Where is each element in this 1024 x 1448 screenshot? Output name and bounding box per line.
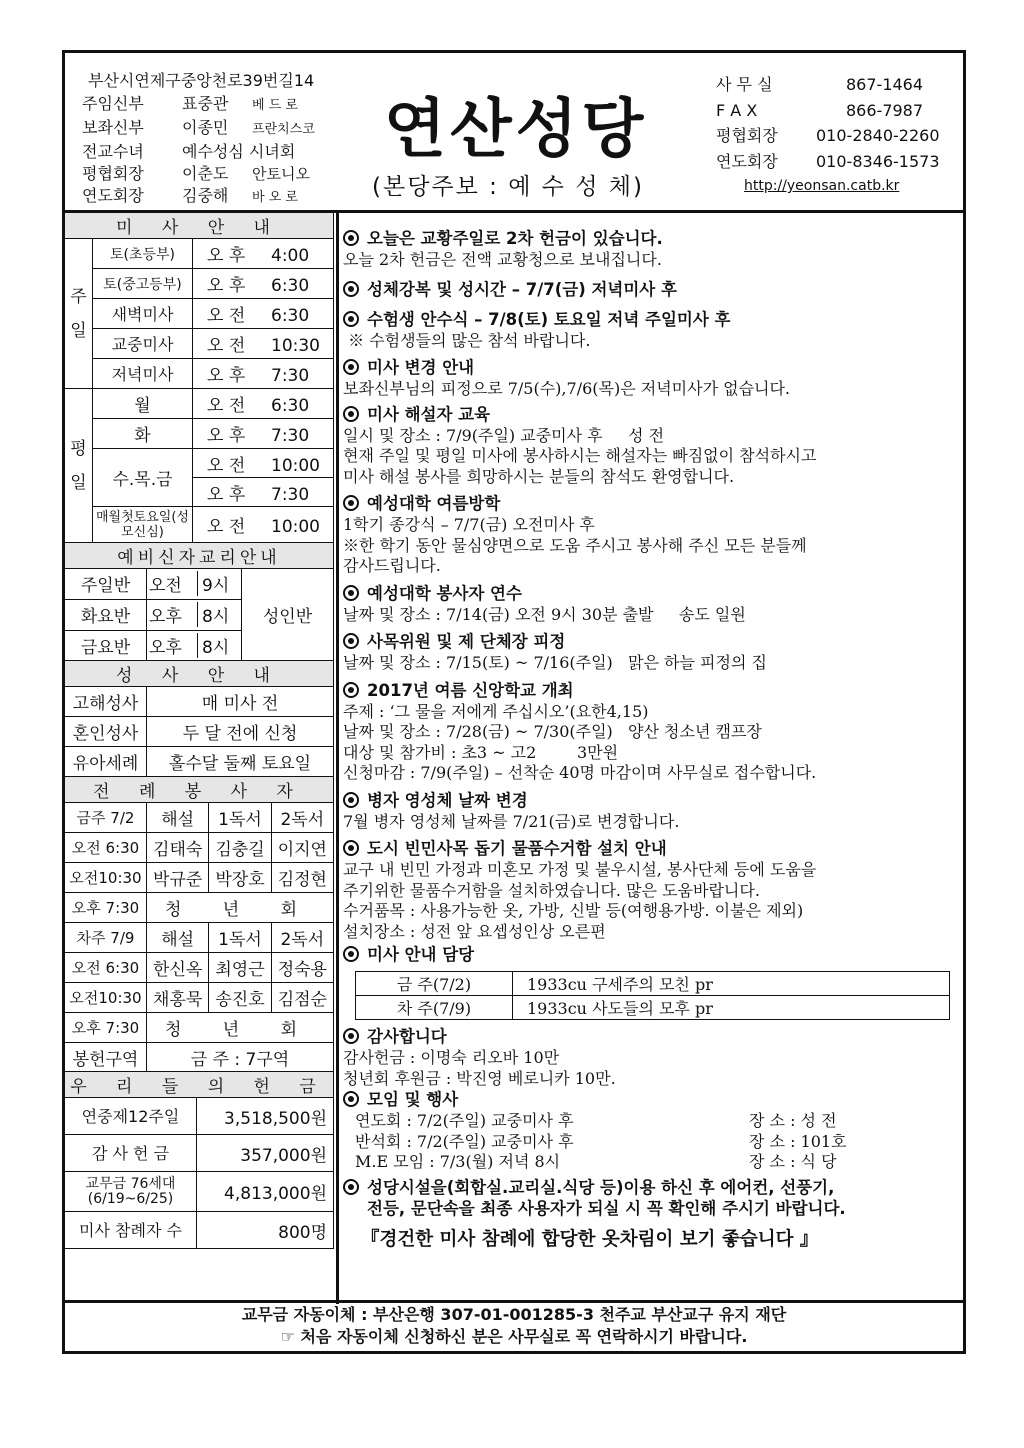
footer-divider bbox=[62, 1300, 966, 1303]
column-divider bbox=[336, 212, 339, 1304]
collection-value: 357,000원 bbox=[197, 1135, 334, 1172]
event-what: 연도회 : 7/2(주일) 교중미사 후 bbox=[355, 1111, 574, 1130]
mass-guide-header: 미 사 안 내 bbox=[65, 213, 334, 239]
mass-hour: 10:00 bbox=[271, 455, 320, 476]
mass-row bbox=[65, 359, 334, 389]
mass-time bbox=[193, 239, 334, 269]
catechism-day: 금요반 bbox=[65, 630, 147, 661]
mass-hour: 4:00 bbox=[271, 246, 310, 266]
left-column bbox=[64, 212, 334, 1249]
notice-title-row bbox=[343, 838, 960, 860]
notice-title-row bbox=[343, 357, 960, 379]
mass-hour: 10:30 bbox=[271, 336, 320, 356]
contact-list bbox=[716, 72, 956, 174]
staff-row bbox=[82, 141, 315, 163]
event-what: 반석회 : 7/2(주일) 교중미사 후 bbox=[355, 1131, 574, 1151]
catechism-hour: 8시 bbox=[202, 638, 230, 658]
catechism-day: 주일반 bbox=[65, 568, 147, 599]
sacrament-value: 매 미사 전 bbox=[147, 687, 334, 717]
staff-row bbox=[82, 93, 315, 117]
bullet-icon bbox=[343, 633, 359, 649]
staff-role: 평협회장 bbox=[82, 164, 144, 183]
notice-title: 예성대학 봉사자 연수 bbox=[367, 583, 522, 603]
mass-guide-table bbox=[355, 971, 950, 1020]
server-row bbox=[65, 892, 334, 922]
offering-area-value: 금 주 : 7구역 bbox=[147, 1042, 334, 1072]
notice-section bbox=[343, 838, 960, 942]
server-cell: 1독서 bbox=[209, 802, 271, 832]
server-cell: 오후 7:30 bbox=[65, 1012, 147, 1042]
mass-ampm: 오 전 bbox=[207, 306, 246, 326]
server-row bbox=[65, 922, 334, 952]
staff-name: 김중해 bbox=[182, 186, 229, 205]
contact-value: 010-2840-2260 bbox=[816, 126, 940, 145]
contact-row bbox=[716, 72, 956, 98]
weekday-label: 평일 bbox=[65, 389, 93, 543]
bullet-icon bbox=[343, 682, 359, 698]
collection-value: 4,813,000원 bbox=[197, 1172, 334, 1212]
mass-name: 토(초등부) bbox=[93, 239, 193, 269]
staff-role: 주임신부 bbox=[82, 94, 144, 113]
staff-role: 보좌신부 bbox=[82, 118, 144, 137]
notice-section bbox=[343, 790, 960, 833]
notice-section bbox=[343, 631, 960, 674]
mass-name: 토(중고등부) bbox=[93, 269, 193, 299]
mass-hour: 7:30 bbox=[271, 426, 310, 446]
bullet-icon bbox=[343, 840, 359, 856]
collection-row bbox=[65, 1212, 334, 1249]
mass-row bbox=[65, 389, 334, 419]
mass-name: 수.목.금 bbox=[93, 449, 193, 507]
notice-body: 1학기 종강식 – 7/7(금) 오전미사 후 ※한 학기 동안 물심양면으로 도움 주시고 봉사해 주신 모든 분들께 감사드립니다. bbox=[343, 515, 807, 575]
server-row bbox=[65, 1012, 334, 1042]
staff-baptism-name: 베 드 로 bbox=[252, 98, 298, 113]
right-column bbox=[343, 228, 960, 1251]
contact-value: 010-8346-1573 bbox=[816, 151, 940, 171]
mass-row bbox=[65, 507, 334, 543]
bullet-icon bbox=[343, 359, 359, 375]
collection-row bbox=[65, 1135, 334, 1172]
events-section bbox=[343, 1089, 960, 1173]
notice-body: 일시 및 장소 : 7/9(주일) 교중미사 후 성 전 현재 주일 및 평일 미사에 봉사하시는 해설자는 빠짐없이 참석하시고 미사 해설 봉사를 희망하시는 분들의 참석도 환영합니다. bbox=[343, 425, 817, 486]
staff-row bbox=[82, 117, 315, 141]
notice-title-row bbox=[343, 279, 960, 301]
mass-hour: 6:30 bbox=[271, 396, 310, 416]
server-cell: 이지연 bbox=[271, 832, 333, 862]
sacrament-value: 홀수달 둘째 토요일 bbox=[147, 747, 334, 777]
events-title: 모임 및 행사 bbox=[367, 1090, 459, 1109]
mass-ampm: 오 후 bbox=[207, 366, 246, 386]
staff-name: 예수성심 시녀회 bbox=[182, 142, 296, 161]
mass-time bbox=[193, 269, 334, 299]
sacrament-name: 유아세례 bbox=[65, 747, 147, 777]
server-cell: 오전10:30 bbox=[65, 862, 147, 892]
notice-body: 7월 병자 영성체 날짜를 7/21(금)로 변경합니다. bbox=[343, 811, 680, 831]
mass-hour: 6:30 bbox=[271, 276, 310, 296]
catechism-table bbox=[64, 542, 334, 662]
catechism-ampm: 오후 bbox=[149, 633, 198, 658]
mass-time bbox=[193, 478, 334, 507]
mass-ampm: 오 후 bbox=[207, 246, 246, 266]
catechism-time bbox=[147, 599, 242, 630]
mass-row bbox=[65, 299, 334, 329]
bullet-icon bbox=[343, 1179, 359, 1195]
bullet-icon bbox=[343, 495, 359, 511]
notice-section bbox=[343, 680, 960, 784]
server-row bbox=[65, 982, 334, 1012]
mass-guide-week: 차 주(7/9) bbox=[356, 996, 513, 1020]
collection-label: 미사 참례자 수 bbox=[65, 1212, 197, 1249]
mass-row bbox=[65, 329, 334, 359]
server-cell: 김정현 bbox=[271, 862, 333, 892]
server-cell: 최영근 bbox=[209, 952, 271, 982]
staff-baptism-name: 바 오 로 bbox=[252, 190, 298, 205]
sacrament-row bbox=[65, 717, 334, 747]
mass-time bbox=[193, 329, 334, 359]
server-cell: 청 년 회 bbox=[147, 1012, 334, 1042]
notice-section bbox=[343, 404, 960, 488]
event-row bbox=[343, 1152, 960, 1173]
sacrament-table bbox=[64, 660, 334, 777]
mass-row bbox=[65, 449, 334, 478]
collection-label: 감 사 헌 금 bbox=[65, 1135, 197, 1172]
page-subtitle: (본당주보 : 예 수 성 체) bbox=[372, 174, 644, 200]
bullet-icon bbox=[343, 230, 359, 246]
collection-row bbox=[65, 1098, 334, 1135]
server-cell: 청 년 회 bbox=[147, 892, 334, 922]
sunday-label: 주일 bbox=[65, 239, 93, 389]
server-cell: 정숙용 bbox=[271, 952, 333, 982]
server-cell: 김태숙 bbox=[147, 832, 209, 862]
notice-title-row bbox=[343, 493, 960, 515]
catechism-header: 예비신자교리안내 bbox=[65, 542, 334, 568]
mass-hour: 10:00 bbox=[271, 517, 320, 537]
contact-row bbox=[716, 98, 956, 124]
contact-label: F A X bbox=[716, 100, 758, 120]
notice-section bbox=[343, 357, 960, 400]
collection-value: 3,518,500원 bbox=[197, 1098, 334, 1135]
server-cell: 송진호 bbox=[209, 982, 271, 1012]
server-cell: 금주 7/2 bbox=[65, 802, 147, 832]
notice-body: ※ 수험생들의 많은 참석 바랍니다. bbox=[343, 330, 591, 350]
event-where: 장 소 : 성 전 bbox=[749, 1111, 837, 1130]
mass-time bbox=[193, 299, 334, 329]
server-cell: 김점순 bbox=[271, 982, 333, 1012]
bullet-icon bbox=[343, 1091, 359, 1107]
contact-row bbox=[716, 123, 956, 149]
mass-name: 매월첫토요일(성모신심) bbox=[93, 507, 193, 543]
bullet-icon bbox=[343, 1028, 359, 1044]
mass-guide-section bbox=[343, 944, 960, 1020]
server-cell: 박장호 bbox=[209, 862, 271, 892]
notice-title: 예성대학 여름방학 bbox=[367, 494, 501, 513]
collection-label: 교무금 76세대 (6/19~6/25) bbox=[65, 1172, 197, 1212]
server-row bbox=[65, 862, 334, 892]
server-cell: 2독서 bbox=[271, 922, 333, 952]
bullet-icon bbox=[343, 585, 359, 601]
notice-title: 미사 해설자 교육 bbox=[367, 404, 491, 424]
staff-row bbox=[82, 185, 315, 209]
footer bbox=[64, 1304, 964, 1348]
notice-title: 도시 빈민사목 돕기 물품수거함 설치 안내 bbox=[367, 839, 667, 858]
collection-header: 우 리 들 의 헌 금 bbox=[65, 1072, 334, 1098]
mass-ampm: 오 전 bbox=[207, 396, 246, 416]
contact-label: 평협회장 bbox=[716, 126, 778, 145]
staff-row bbox=[82, 163, 315, 185]
event-where: 장 소 : 101호 bbox=[749, 1131, 847, 1151]
mass-name: 저녁미사 bbox=[93, 359, 193, 389]
notice-title: 2017년 여름 신앙학교 개최 bbox=[367, 680, 574, 700]
thanks-section bbox=[343, 1026, 960, 1089]
mass-ampm: 오 후 bbox=[207, 276, 246, 296]
staff-role: 전교수녀 bbox=[82, 142, 144, 161]
notice-body: 주제 : ‘그 물을 저에게 주십시오’(요한4,15) 날짜 및 장소 : 7/28(금) ~ 7/30(주일) 양산 청소년 캠프장 대상 및 참가비 : 초3 ~ 고2 3만원 신청마감 : 7/9(주일) – 선착순 40명 마감이며 사무실로 접수합니다. bbox=[343, 701, 817, 782]
notice-title-row bbox=[343, 404, 960, 426]
mass-hour: 7:30 bbox=[271, 366, 310, 386]
server-cell: 2독서 bbox=[271, 802, 333, 832]
notice-body: 날짜 및 장소 : 7/14(금) 오전 9시 30분 출발 송도 일원 bbox=[343, 604, 746, 624]
bullet-icon bbox=[343, 311, 359, 327]
event-where: 장 소 : 식 당 bbox=[749, 1152, 837, 1171]
server-cell: 해설 bbox=[147, 802, 209, 832]
sacrament-row bbox=[65, 747, 334, 777]
notice-title-row bbox=[343, 631, 960, 653]
server-cell: 오전10:30 bbox=[65, 982, 147, 1012]
servers-header: 전 례 봉 사 자 bbox=[65, 776, 334, 802]
contact-value: 866-7987 bbox=[846, 100, 924, 120]
staff-baptism-name: 프란치스코 bbox=[252, 122, 315, 137]
mass-name: 월 bbox=[93, 389, 193, 419]
collection-value: 800명 bbox=[197, 1212, 334, 1249]
dress-slogan: 『경건한 미사 참례에 합당한 옷차림이 보기 좋습니다 』 bbox=[361, 1228, 819, 1250]
staff-baptism-name: 안토니오 bbox=[252, 165, 310, 183]
notice-title-row bbox=[343, 790, 960, 812]
server-row bbox=[65, 802, 334, 832]
catechism-hour: 9시 bbox=[202, 576, 230, 596]
server-cell: 한신옥 bbox=[147, 952, 209, 982]
mass-time bbox=[193, 419, 334, 449]
mass-row bbox=[65, 269, 334, 299]
mass-guide-title: 미사 안내 담당 bbox=[367, 945, 475, 964]
notice-section bbox=[343, 493, 960, 577]
notice-section bbox=[343, 309, 960, 352]
notice-title: 성체강복 및 성시간 – 7/7(금) 저녁미사 후 bbox=[367, 279, 677, 299]
collection-table bbox=[64, 1071, 334, 1249]
notice-title: 수험생 안수식 – 7/8(토) 토요일 저녁 주일미사 후 bbox=[367, 309, 731, 329]
server-cell: 1독서 bbox=[209, 922, 271, 952]
notice-title: 병자 영성체 날짜 변경 bbox=[367, 790, 528, 810]
server-cell: 채홍묵 bbox=[147, 982, 209, 1012]
offering-area-label: 봉헌구역 bbox=[65, 1042, 147, 1072]
server-cell: 김충길 bbox=[209, 832, 271, 862]
address: 부산시연제구중앙천로39번길14 bbox=[88, 71, 315, 90]
mass-ampm: 오 후 bbox=[207, 484, 246, 505]
auto-transfer-info: 교무금 자동이체 : 부산은행 307-01-001285-3 천주교 부산교구 유지 재단 bbox=[241, 1305, 787, 1324]
contact-label: 연도회장 bbox=[716, 151, 778, 171]
notice-section bbox=[343, 583, 960, 626]
notice-body: 날짜 및 장소 : 7/15(토) ~ 7/16(주일) 맑은 하늘 피정의 집 bbox=[343, 653, 767, 672]
notice-title-row bbox=[343, 583, 960, 605]
server-cell: 해설 bbox=[147, 922, 209, 952]
sacrament-name: 고해성사 bbox=[65, 687, 147, 717]
server-row bbox=[65, 832, 334, 862]
thanks-title: 감사합니다 bbox=[367, 1027, 447, 1046]
website-link[interactable]: http://yeonsan.catb.kr bbox=[744, 178, 900, 194]
catechism-row bbox=[65, 568, 334, 599]
catechism-group: 성인반 bbox=[242, 568, 334, 661]
mass-time bbox=[193, 507, 334, 543]
event-row bbox=[343, 1111, 960, 1132]
mass-table bbox=[64, 212, 334, 543]
mass-hour: 7:30 bbox=[271, 484, 310, 505]
notice-title-row bbox=[343, 309, 960, 331]
sacrament-header: 성 사 안 내 bbox=[65, 661, 334, 687]
notice-body: 교구 내 빈민 가정과 미혼모 가정 및 불우시설, 봉사단체 등에 도움을 주기위한 물품수거함을 설치하였습니다. 많은 도움바랍니다. 수거품목 : 사용가능한 옷, 가방, 신발 등(여행용가방. 이불은 제외) 설치장소 : 성전 앞 요셉성인상 오른편 bbox=[343, 860, 817, 941]
mass-row bbox=[65, 419, 334, 449]
mass-ampm: 오 전 bbox=[207, 455, 246, 476]
staff-name: 표중관 bbox=[182, 94, 229, 113]
event-row bbox=[343, 1132, 960, 1153]
server-cell: 오전 6:30 bbox=[65, 952, 147, 982]
collection-label: 연중제12주일 bbox=[65, 1098, 197, 1135]
page-title: 연산성당 bbox=[384, 93, 648, 167]
staff-name: 이종민 bbox=[182, 118, 229, 137]
contact-label: 사 무 실 bbox=[716, 75, 773, 94]
bullet-icon bbox=[343, 946, 359, 962]
catechism-ampm: 오전 bbox=[149, 571, 198, 596]
mass-row bbox=[65, 239, 334, 269]
notice-title: 미사 변경 안내 bbox=[367, 358, 475, 377]
thanks-body: 감사헌금 : 이명숙 리오바 10만 청년회 후원금 : 박진영 베로니카 10만. bbox=[343, 1048, 616, 1088]
server-cell: 오후 7:30 bbox=[65, 892, 147, 922]
bullet-icon bbox=[343, 281, 359, 297]
event-what: M.E 모임 : 7/3(월) 저녁 8시 bbox=[355, 1152, 561, 1171]
notice-title: 오늘은 교황주일로 2차 헌금이 있습니다. bbox=[367, 229, 663, 248]
staff-list bbox=[82, 93, 315, 209]
mass-hour: 6:30 bbox=[271, 306, 310, 326]
server-cell: 박규준 bbox=[147, 862, 209, 892]
notice-section bbox=[343, 228, 960, 271]
notice-body: 오늘 2차 헌금은 전액 교황청으로 보내집니다. bbox=[343, 250, 662, 269]
notice-title: 사목위원 및 제 단체장 피정 bbox=[367, 632, 566, 651]
catechism-hour: 8시 bbox=[202, 607, 230, 627]
catechism-time bbox=[147, 568, 242, 599]
server-cell: 차주 7/9 bbox=[65, 922, 147, 952]
mass-ampm: 오 전 bbox=[207, 336, 246, 356]
catechism-time bbox=[147, 630, 242, 661]
notice-title-row bbox=[343, 680, 960, 702]
mass-ampm: 오 전 bbox=[207, 517, 246, 537]
sacrament-row bbox=[65, 687, 334, 717]
mass-time bbox=[193, 359, 334, 389]
bullet-icon bbox=[343, 406, 359, 422]
notice-title-row bbox=[343, 228, 960, 250]
catechism-ampm: 오후 bbox=[149, 602, 198, 627]
mass-name: 화 bbox=[93, 419, 193, 449]
mass-guide-desc: 1933cu 사도들의 모후 pr bbox=[513, 996, 950, 1020]
contact-value: 867-1464 bbox=[846, 75, 924, 94]
mass-ampm: 오 후 bbox=[207, 426, 246, 446]
mass-time bbox=[193, 389, 334, 419]
catechism-day: 화요반 bbox=[65, 599, 147, 630]
collection-row bbox=[65, 1172, 334, 1212]
mass-guide-row bbox=[356, 996, 950, 1020]
notice-section bbox=[343, 279, 960, 301]
facility-section bbox=[343, 1177, 960, 1219]
sacrament-name: 혼인성사 bbox=[65, 717, 147, 747]
staff-role: 연도회장 bbox=[82, 186, 144, 205]
mass-name: 새벽미사 bbox=[93, 299, 193, 329]
staff-name: 이춘도 bbox=[182, 164, 229, 183]
mass-name: 교중미사 bbox=[93, 329, 193, 359]
server-cell: 오전 6:30 bbox=[65, 832, 147, 862]
mass-guide-row bbox=[356, 972, 950, 996]
notice-body: 보좌신부님의 피정으로 7/5(수),7/6(목)은 저녁미사가 없습니다. bbox=[343, 379, 791, 398]
contact-row bbox=[716, 149, 956, 175]
auto-transfer-notice: ☞ 처음 자동이체 신청하신 분은 사무실로 꼭 연락하시기 바랍니다. bbox=[280, 1327, 748, 1346]
facility-notice: 성당시설을(회합실.교리실.식당 등)이용 하신 후 에어컨, 선풍기, 전등, 문단속을 최종 사용자가 되실 시 꼭 확인해 주시기 바랍니다. bbox=[367, 1177, 846, 1218]
mass-guide-desc: 1933cu 구세주의 모친 pr bbox=[513, 972, 950, 996]
mass-guide-week: 금 주(7/2) bbox=[356, 972, 513, 996]
servers-table bbox=[64, 776, 334, 1073]
sacrament-value: 두 달 전에 신청 bbox=[147, 717, 334, 747]
mass-time bbox=[193, 449, 334, 478]
bullet-icon bbox=[343, 792, 359, 808]
server-row bbox=[65, 952, 334, 982]
